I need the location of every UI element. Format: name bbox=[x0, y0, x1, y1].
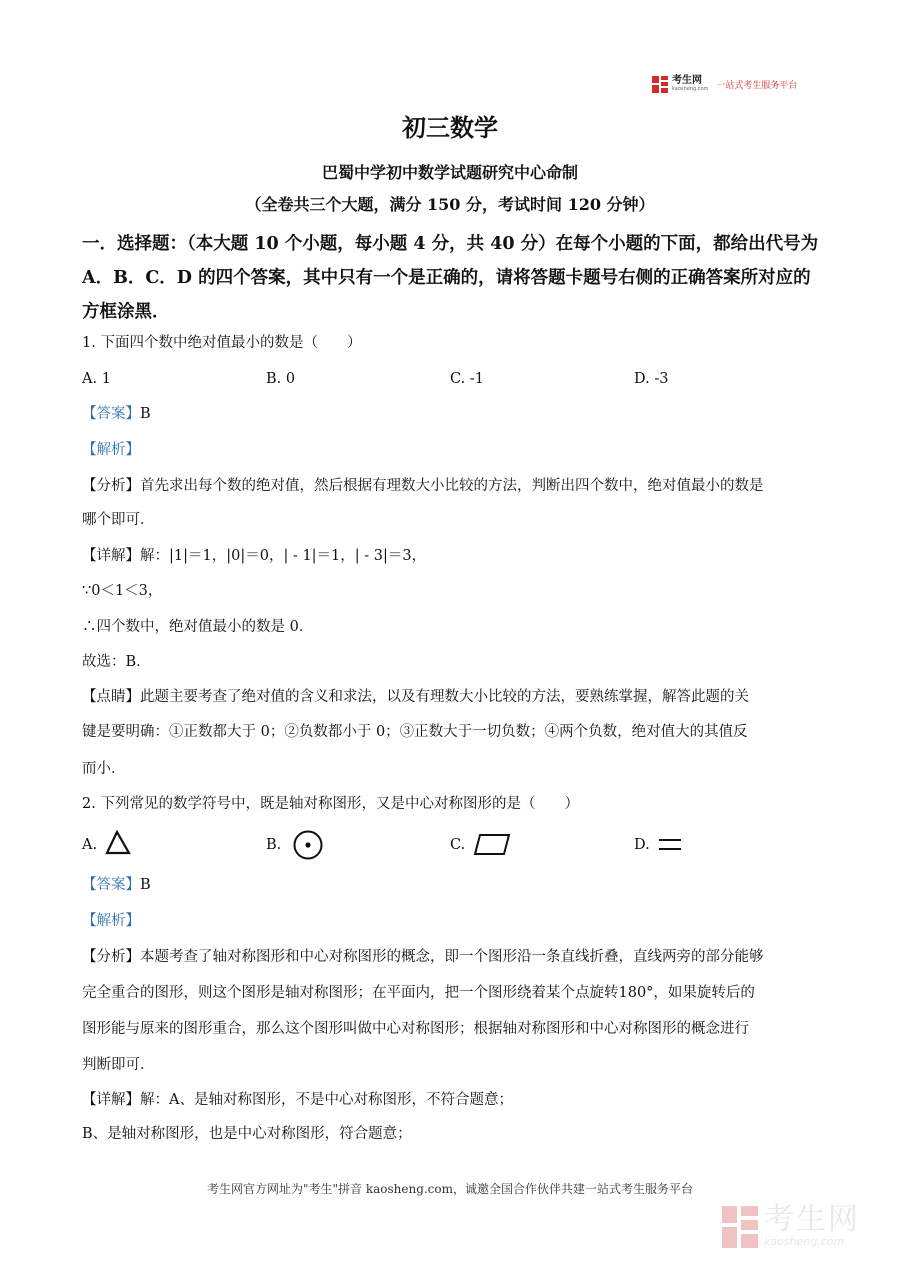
q1-analysis-tag: 【解析】 bbox=[82, 442, 140, 458]
q2-option-b: B. bbox=[266, 837, 282, 853]
q1-xiangjie bbox=[82, 546, 426, 566]
brand-name: 考生网 bbox=[672, 75, 702, 86]
fenxi-text: 首先求出每个数的绝对值，然后根据有理数大小比较的方法，判断出四个数中，绝对值最小的数是 bbox=[140, 478, 764, 494]
q1-fenxi bbox=[82, 476, 764, 496]
xiangjie-text: 解：|1|＝1，|0|＝0，| - 1|＝1，| - 3|＝3， bbox=[140, 548, 427, 564]
fenxi-text: 本题考查了轴对称图形和中心对称图形的概念，即一个图形沿一条直线折叠，直线两旁的部分能够 bbox=[140, 949, 764, 965]
q1-step: ∴四个数中，绝对值最小的数是 0． bbox=[82, 619, 314, 635]
xiangjie-tag: 【详解】 bbox=[82, 1092, 140, 1108]
fenxi-tag: 【分析】 bbox=[82, 478, 140, 494]
exam-info: （全卷共三个大题，满分 150 分，考试时间 120 分钟） bbox=[245, 195, 655, 214]
page-title: 初三数学 bbox=[402, 113, 498, 142]
answer-tag: 【答案】 bbox=[82, 877, 140, 893]
q1-stem: 1. 下面四个数中绝对值最小的数是（ ） bbox=[82, 335, 362, 351]
section-line: 方框涂黑． bbox=[82, 302, 170, 322]
equals-symbol-icon bbox=[658, 836, 682, 854]
q2-fenxi-line: 完全重合的图形，则这个图形是轴对称图形；在平面内，把一个图形绕着某个点旋转180°，如果旋转后的 bbox=[82, 985, 755, 1001]
section-heading bbox=[82, 227, 822, 329]
q1-dianjing bbox=[82, 687, 749, 707]
answer-value: B bbox=[140, 406, 151, 422]
fenxi-tag: 【分析】 bbox=[82, 949, 140, 965]
q1-option-d: D. -3 bbox=[634, 371, 669, 387]
q1-option-b: B. 0 bbox=[266, 371, 296, 387]
brand-slogan: 一站式考生服务平台 bbox=[716, 80, 798, 91]
section-line: 一．选择题：（本大题 10 个小题，每小题 4 分，共 40 分）在每个小题的下面，都给出代号为 bbox=[82, 234, 819, 254]
brand-url: kaosheng.com bbox=[672, 86, 709, 92]
section-line: A．B．C．D 的四个答案，其中只有一个是正确的，请将答题卡题号右侧的正确答案所对应的 bbox=[82, 268, 811, 288]
q1-dianjing-line: 键是要明确：①正数都大于 0；②负数都小于 0；③正数大于一切负数；④两个负数，绝对值大的其值反 bbox=[82, 724, 748, 740]
q1-option-a: A. 1 bbox=[82, 371, 111, 387]
q1-fenxi-line: 哪个即可． bbox=[82, 512, 155, 528]
q1-dianjing-line: 而小． bbox=[82, 761, 126, 777]
q2-line-b: B、是轴对称图形，也是中心对称图形，符合题意； bbox=[82, 1126, 412, 1142]
q2-option-c: C. bbox=[450, 837, 466, 853]
triangle-symbol-icon bbox=[104, 830, 132, 856]
q1-step: ∵0＜1＜3， bbox=[82, 583, 163, 599]
q2-fenxi-line: 判断即可． bbox=[82, 1057, 155, 1073]
q1-choice: 故选：B． bbox=[82, 654, 151, 670]
watermark bbox=[722, 1202, 860, 1248]
dianjing-text: 此题主要考查了绝对值的含义和求法，以及有理数大小比较的方法，要熟练掌握，解答此题的关 bbox=[140, 689, 749, 705]
dianjing-tag: 【点睛】 bbox=[82, 689, 140, 705]
watermark-url: kaosheng.com bbox=[764, 1235, 845, 1248]
circle-dot-symbol-icon bbox=[292, 829, 324, 861]
watermark-logo-icon bbox=[722, 1206, 758, 1248]
watermark-name: 考生网 bbox=[764, 1202, 860, 1237]
q2-fenxi bbox=[82, 947, 764, 967]
q2-option-d: D. bbox=[634, 837, 650, 853]
q2-analysis-tag: 【解析】 bbox=[82, 913, 140, 929]
q2-stem: 2. 下列常见的数学符号中，既是轴对称图形，又是中心对称图形的是（ ） bbox=[82, 796, 579, 812]
brand-logo bbox=[652, 74, 797, 94]
answer-value: B bbox=[140, 877, 151, 893]
page-footer: 考生网官方网址为"考生"拼音 kaosheng.com，诚邀全国合作伙伴共建一站式考生服务平台 bbox=[206, 1182, 694, 1196]
xiangjie-text: 解：A、是轴对称图形，不是中心对称图形，不符合题意； bbox=[140, 1092, 513, 1108]
q2-option-a: A. bbox=[82, 837, 98, 853]
xiangjie-tag: 【详解】 bbox=[82, 548, 140, 564]
q2-fenxi-line: 图形能与原来的图形重合，那么这个图形叫做中心对称图形；根据轴对称图形和中心对称图形的概念进行 bbox=[82, 1021, 749, 1037]
q2-xiangjie bbox=[82, 1090, 513, 1110]
parallelogram-symbol-icon bbox=[472, 832, 512, 858]
page-subtitle: 巴蜀中学初中数学试题研究中心命制 bbox=[321, 163, 578, 182]
answer-tag: 【答案】 bbox=[82, 406, 140, 422]
kaosheng-logo-icon bbox=[652, 76, 668, 93]
q1-option-c: C. -1 bbox=[450, 371, 484, 387]
q2-answer bbox=[82, 875, 151, 895]
q1-answer bbox=[82, 404, 151, 424]
